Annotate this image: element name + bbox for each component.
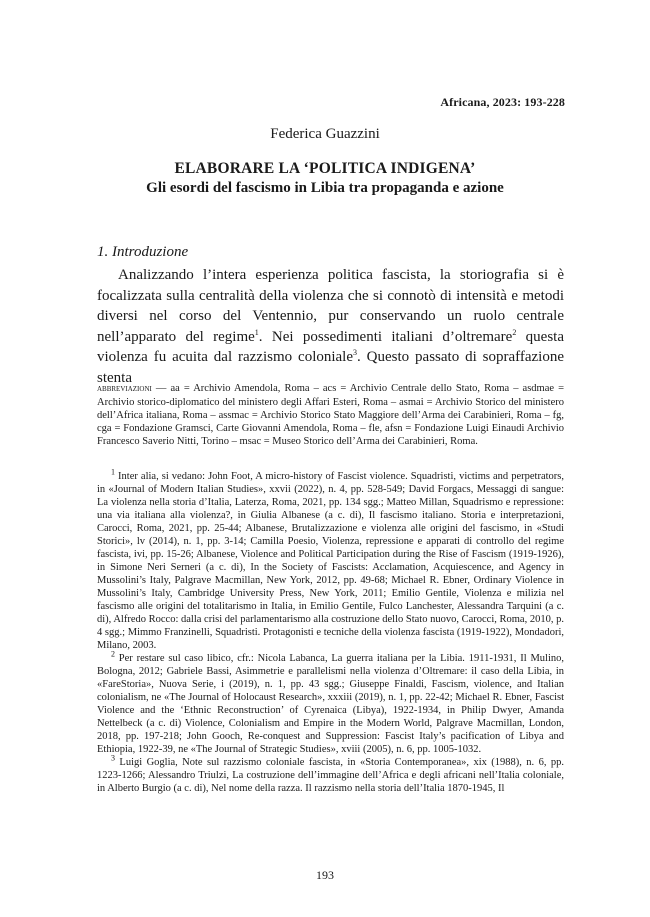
section-heading: 1. Introduzione — [97, 244, 189, 260]
abbreviations-label: abbreviazioni — [97, 384, 152, 394]
body-paragraph — [97, 265, 564, 388]
footnote-text: Luigi Goglia, Note sul razzismo coloniale fascista, in «Storia Contemporanea», xix (1988), n. 6, pp. 1223-1266; Alessandro Triulzi, La costruzione dell’immagine dell’Africa e degli africani nell’Italia coloniale, in Alberto Burgio (a c. di), Nel nome della razza. Il razzismo nella storia dell’Italia 1870-1945, Il — [97, 757, 564, 794]
footnote-text: Inter alia, si vedano: John Foot, A micro-history of Fascist violence. Squadristi, victims and perpetrators, in «Journal of Modern Italian Studies», xxvii (2022), n. 4, pp. 528-549; David Forgacs, Messaggi di sangue: La violenza nella storia d’Italia, Laterza, Roma, 2021, pp. 134 sgg.; Matteo Millan, Squadrismo e repressione: una via italiana alla violenza?, in Giulia Albanese (a c. di), Il fascismo italiano. Storia e interpretazioni, Carocci, Roma, 2021, pp. 25-44; Albanese, Brutalizzazione e violenza alle origini del fascismo, in «Studi Storici», lv (2014), n. 1, pp. 3-14; Camilla Poesio, Violenza, repressione e apparati di controllo del regime fascista, ivi, pp. 15-26; Albanese, Violence and Political Participation during the Rise of Fascism (1919-1926), in Simone Neri Serneri (a c. di), In the Society of Fascists: Acclamation, Acquiescence, and Agency in Mussolini’s Italy, Palgrave Macmillan, New York, 2012, pp. 49-68; Michael R. Ebner, Ordinary Violence in Mussolini’s Italy, Cambridge University Press, New York, 2011; Emilio Gentile, Violenza e milizia nel fascismo alle origini del totalitarismo in Italia, in Emilio Gentile, Fulco Lanchester, Alessandra Tarquini (a c. di), Alfredo Rocco: dalla crisi del parlamentarismo alla costruzione dello Stato nuovo, Carocci, Roma, 2010, p. 4 sgg.; Mimmo Franzinelli, Squadristi. Protagonisti e tecniche della violenza fascista (1919-1922), Mondadori, Milano, 2003. — [97, 471, 564, 651]
footnote-text: Per restare sul caso libico, cfr.: Nicola Labanca, La guerra italiana per la Libia. 1911-1931, Il Mulino, Bologna, 2012; Gabriele Bassi, Asimmetrie e parallelismi nella violenza d’Oltremare: il caso della Libia, in «FareStoria», Nuova Serie, i (2019), n. 1, pp. 43 sgg.; Giuseppe Finaldi, Fascism, violence, and Italian colonialism, ne «The Journal of Holocaust Research», xxxiii (2019), n. 1, pp. 22-42; Michael R. Ebner, Fascist Violence and the ‘Ethnic Reconstruction’ of Cyrenaica (Libya), 1922-1934, in Philip Dwyer, Amanda Nettelbeck (a c. di) Violence, Colonialism and Empire in the Modern World, Palgrave Macmillan, London, 2018, pp. 197-218; John Gooch, Re-conquest and Suppression: Fascist Italy’s pacification of Libya and Ethiopia, 1922-39, ne «The Journal of Strategic Studies», xviii (2005), n. 6, pp. 1005-1032. — [97, 653, 564, 755]
body-text-part: questa violenza fu acuita dal razzismo coloniale — [97, 328, 564, 365]
body-text-part: Analizzando l’intera esperienza politica fascista, la storiografia si è focalizzata sulla centralità della violenza che si connotò di intensità e metodi diversi nel corso del Ventennio, pur conservando un ruolo centrale nell’apparato del regime — [97, 267, 564, 345]
article-subtitle: Gli esordi del fascismo in Libia tra propaganda e azione — [146, 180, 504, 196]
article-title: ELABORARE LA ‘POLITICA INDIGENA’ — [174, 160, 476, 177]
footnote-number: 1 — [111, 467, 115, 477]
abbreviations-text: — aa = Archivio Amendola, Roma – acs = Archivio Centrale dello Stato, Roma – asdmae = Archivio storico-diplomatico del ministero degli Affari Esteri, Roma – asmai = Archivio Storico del ministero dell’Africa italiana, Roma – assmac = Archivio Storico Stato Maggiore dell’Arma dei Carabinieri, Roma – fg, cga = Fondazione Gramsci, Carte Giovanni Amendola, Roma – fle, afsn = Fondazione Luigi Einaudi Archivio Francesco Saverio Nitti, Torino – msac = Museo Storico dell’Arma dei Carabinieri, Roma. — [97, 383, 564, 447]
footnote-ref[interactable]: 3 — [353, 348, 358, 357]
footnote — [97, 467, 564, 652]
running-head: Africana, 2023: 193-228 — [440, 95, 565, 109]
author-name: Federica Guazzini — [270, 126, 380, 142]
footnote-number: 3 — [111, 753, 115, 763]
footnote — [97, 649, 564, 756]
abbreviations-note — [97, 382, 564, 448]
footnote-ref[interactable]: 1 — [254, 327, 259, 337]
footnote-ref[interactable]: 2 — [512, 327, 517, 337]
footnote — [97, 753, 564, 795]
body-text-part: . Nei possedimenti italiani d’oltremare — [258, 328, 513, 345]
body-text-part: . Questo passato di sopraffazione stenta — [97, 349, 564, 386]
page-number: 193 — [316, 868, 334, 882]
footnote-number: 2 — [111, 649, 115, 659]
footnotes — [97, 467, 564, 795]
